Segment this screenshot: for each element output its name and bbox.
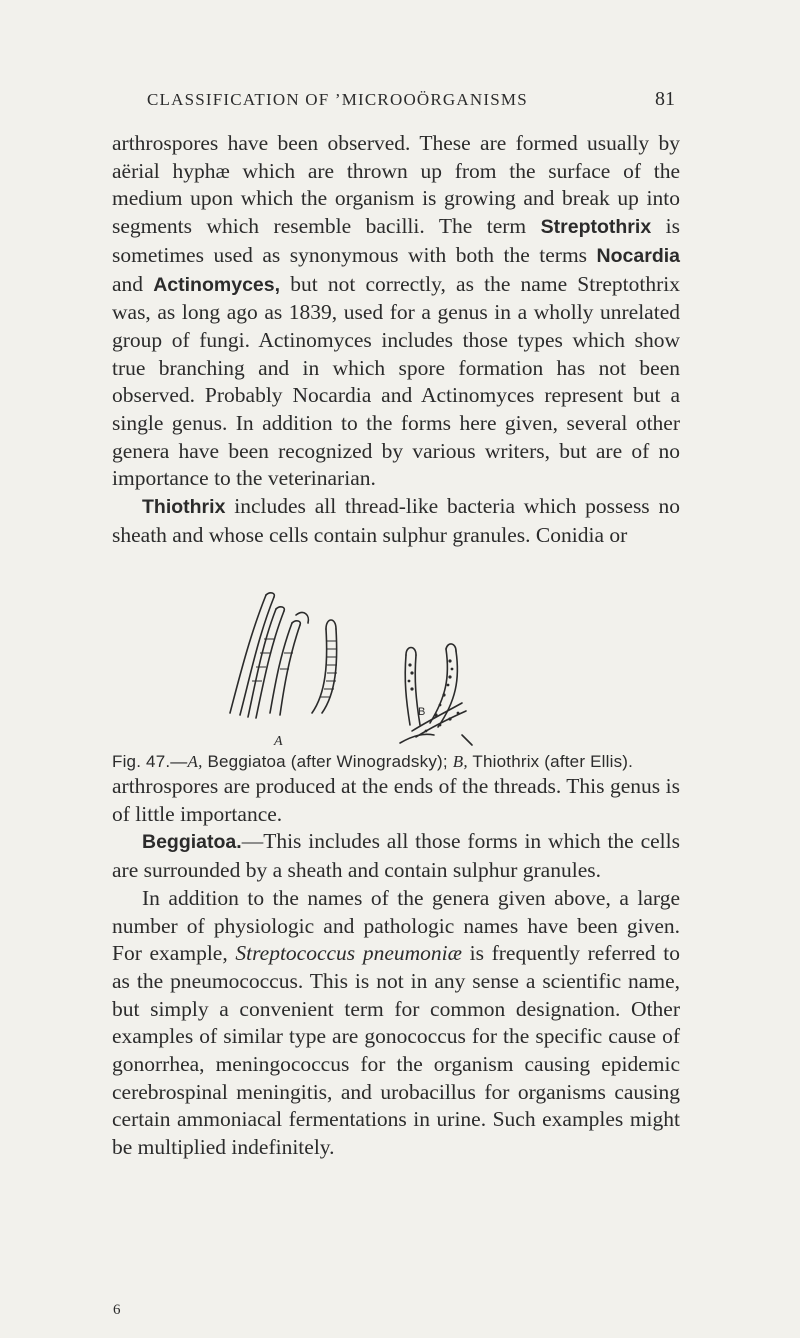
text-run: arthrospores are produced at the ends of the threads. This genus is of little importance. xyxy=(112,774,680,826)
signature-mark: 6 xyxy=(113,1302,121,1318)
text-run: but not correctly, as the name Streptothrix was, as long ago as 1839, used for a genus in a wholly unrelated group of fungi. Actinomyces includes those types which show true branching and in which spore formation has not been observed. Probably Nocardia and Actinomyces represent but a single genus. In addition to the forms here given, several other genera have been recognized by various writers, but are of no importance to the veterinarian. xyxy=(112,271,680,491)
running-head-title: CLASSIFICATION OF ’MICROOÖRGANISMS xyxy=(147,90,528,109)
caption-label-a: A, xyxy=(187,752,203,771)
page-number: 81 xyxy=(655,88,675,110)
term-beggiatoa: Beggiatoa. xyxy=(142,831,242,854)
beggiatoa-filaments xyxy=(230,593,337,718)
caption-fig-number: Fig. 47.— xyxy=(112,752,188,771)
text-block-upper xyxy=(112,130,680,550)
caption-label-b: B, xyxy=(452,752,468,771)
term-streptothrix: Streptothrix xyxy=(540,216,652,239)
text-run: is frequently referred to as the pneumococcus. This is not in any sense a scientific name, but simply a convenient term for common designation. Other examples of similar type are gonococcus for the specific cause of gonorrhea, meningococcus for the organism causing epidemic cerebrospinal meningitis, and urobacillus for organisms causing certain ammoniacal fermentations in urine. Such examples might be multiplied indefinitely. xyxy=(112,941,680,1160)
figure-label-a: A xyxy=(274,734,283,749)
figure-caption xyxy=(112,752,692,772)
paragraph-beggiatoa xyxy=(112,828,680,884)
text-run: is sometimes used as synonymous with both the terms xyxy=(112,214,681,267)
paragraph-arthrospores xyxy=(112,773,680,828)
paragraph-streptothrix xyxy=(112,130,680,493)
paragraph-thiothrix xyxy=(112,493,680,549)
beggiatoa-septa xyxy=(252,639,337,697)
bacteria-drawing xyxy=(200,585,540,750)
term-streptococcus-pneumoniae: Streptococcus pneumoniæ xyxy=(235,941,462,966)
figure-47-illustration xyxy=(200,585,540,750)
term-nocardia: Nocardia xyxy=(596,244,680,267)
text-run: In addition to the names of the genera given above, a large number of physiologic and pathologic names have been given. For example, xyxy=(112,885,680,966)
text-run: and xyxy=(112,271,154,296)
caption-text: Beggiatoa (after Winogradsky); xyxy=(202,752,453,771)
text-run: —This includes all those forms in which the cells are surrounded by a sheath and contain sulphur granules. xyxy=(112,829,680,883)
text-run: includes all thread-like bacteria which possess no sheath and whose cells contain sulphur granules. Conidia or xyxy=(112,494,680,547)
text-block-lower xyxy=(112,773,680,1162)
term-thiothrix: Thiothrix xyxy=(142,496,226,519)
thiothrix-filaments xyxy=(400,644,472,745)
text-run: arthrospores have been observed. These are formed usually by aërial hyphæ which are thrown up from the surface of the medium upon which the organism is growing and break up into segments which resemble bacilli. The term xyxy=(112,131,680,239)
running-head xyxy=(147,88,675,111)
term-actinomyces: Actinomyces, xyxy=(153,273,281,296)
paragraph-names xyxy=(112,885,680,1162)
figure-label-b: B xyxy=(418,706,426,718)
caption-text: Thiothrix (after Ellis). xyxy=(467,752,634,771)
